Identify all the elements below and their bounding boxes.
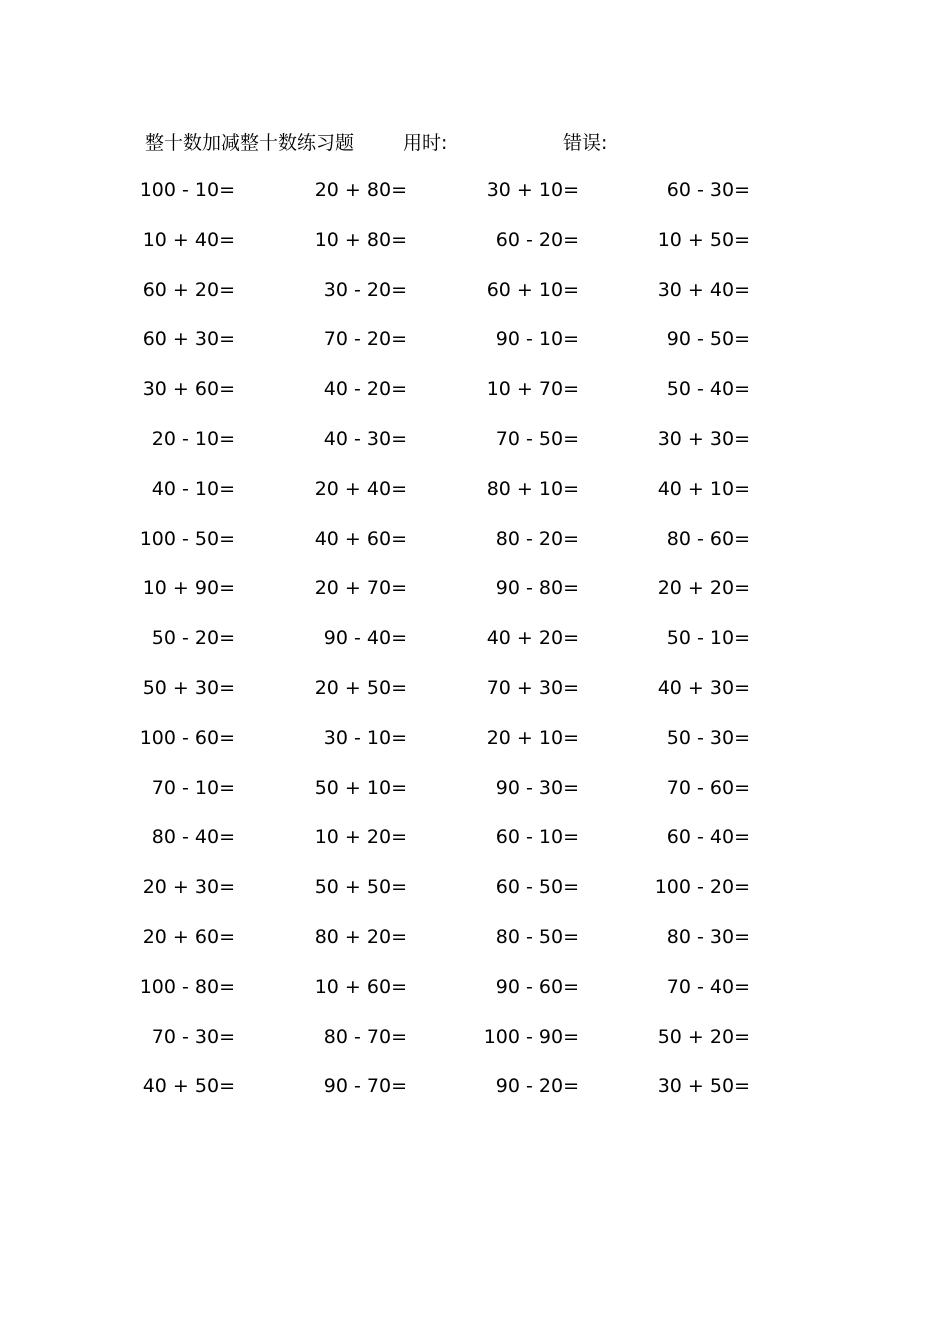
problem-row bbox=[0, 724, 950, 774]
problem-item: 30 + 30= bbox=[657, 427, 750, 450]
problem-row bbox=[0, 973, 950, 1023]
problem-row bbox=[0, 624, 950, 674]
problem-item: 90 - 40= bbox=[323, 627, 407, 650]
problem-item: 100 - 10= bbox=[139, 179, 235, 201]
problem-item: 20 + 60= bbox=[142, 925, 235, 948]
problem-item: 100 - 80= bbox=[139, 975, 235, 998]
problem-item: 10 + 50= bbox=[657, 228, 750, 251]
problem-item: 30 + 60= bbox=[142, 378, 235, 401]
problem-item: 40 - 30= bbox=[323, 427, 407, 450]
problem-row bbox=[0, 276, 950, 326]
problem-item: 30 - 20= bbox=[323, 278, 407, 301]
problem-item: 10 + 90= bbox=[142, 577, 235, 600]
problem-item: 40 + 30= bbox=[657, 676, 750, 699]
problem-item: 50 - 30= bbox=[666, 726, 750, 749]
problem-item: 60 + 30= bbox=[142, 328, 235, 351]
problem-item: 90 - 20= bbox=[495, 1075, 579, 1098]
problem-item: 80 - 50= bbox=[495, 925, 579, 948]
problem-row bbox=[0, 475, 950, 525]
problem-item: 50 - 10= bbox=[666, 627, 750, 650]
problem-item: 70 - 50= bbox=[495, 427, 579, 450]
problem-item: 50 - 40= bbox=[666, 378, 750, 401]
problem-item: 30 + 10= bbox=[486, 179, 579, 201]
problem-item: 80 - 40= bbox=[151, 826, 235, 849]
problem-item: 40 + 50= bbox=[142, 1075, 235, 1098]
problem-item: 70 - 60= bbox=[666, 776, 750, 799]
problem-item: 100 - 90= bbox=[483, 1025, 579, 1048]
problem-item: 80 - 70= bbox=[323, 1025, 407, 1048]
problem-item: 10 + 80= bbox=[314, 228, 407, 251]
problem-item: 70 - 10= bbox=[151, 776, 235, 799]
problem-item: 50 - 20= bbox=[151, 627, 235, 650]
worksheet-title: 整十数加减整十数练习题 bbox=[145, 132, 355, 154]
problem-item: 20 - 10= bbox=[151, 427, 235, 450]
problem-item: 20 + 70= bbox=[314, 577, 407, 600]
problem-item: 70 - 40= bbox=[666, 975, 750, 998]
problem-row bbox=[0, 1023, 950, 1073]
problem-item: 10 + 20= bbox=[314, 826, 407, 849]
problem-item: 80 + 10= bbox=[486, 477, 579, 500]
problem-item: 60 - 40= bbox=[666, 826, 750, 849]
problem-item: 50 + 30= bbox=[142, 676, 235, 699]
problem-item: 90 - 60= bbox=[495, 975, 579, 998]
problem-item: 40 + 60= bbox=[314, 527, 407, 550]
problem-item: 60 - 50= bbox=[495, 876, 579, 899]
problem-item: 90 - 70= bbox=[323, 1075, 407, 1098]
problem-row bbox=[0, 226, 950, 276]
problem-item: 50 + 20= bbox=[657, 1025, 750, 1048]
problem-row bbox=[0, 1072, 950, 1122]
problem-item: 20 + 40= bbox=[314, 477, 407, 500]
problem-item: 70 - 30= bbox=[151, 1025, 235, 1048]
problem-item: 70 + 30= bbox=[486, 676, 579, 699]
problem-item: 100 - 60= bbox=[139, 726, 235, 749]
problem-item: 80 - 20= bbox=[495, 527, 579, 550]
problem-row bbox=[0, 325, 950, 375]
problem-grid bbox=[0, 176, 950, 1122]
problem-item: 40 - 10= bbox=[151, 477, 235, 500]
problem-item: 20 + 50= bbox=[314, 676, 407, 699]
problem-item: 20 + 80= bbox=[314, 179, 407, 201]
problem-item: 90 - 80= bbox=[495, 577, 579, 600]
problem-row bbox=[0, 674, 950, 724]
problem-item: 20 + 10= bbox=[486, 726, 579, 749]
problem-item: 80 - 60= bbox=[666, 527, 750, 550]
problem-item: 100 - 20= bbox=[654, 876, 750, 899]
problem-item: 40 - 20= bbox=[323, 378, 407, 401]
problem-row bbox=[0, 176, 950, 226]
problem-item: 30 + 50= bbox=[657, 1075, 750, 1098]
problem-item: 40 + 10= bbox=[657, 477, 750, 500]
problem-row bbox=[0, 375, 950, 425]
problem-row bbox=[0, 525, 950, 575]
problem-item: 30 + 40= bbox=[657, 278, 750, 301]
problem-item: 20 + 30= bbox=[142, 876, 235, 899]
time-used-label: 用时: bbox=[403, 132, 448, 154]
problem-item: 10 + 60= bbox=[314, 975, 407, 998]
problem-item: 80 - 30= bbox=[666, 925, 750, 948]
problem-row bbox=[0, 774, 950, 824]
error-count-label: 错误: bbox=[563, 132, 608, 154]
problem-row bbox=[0, 823, 950, 873]
problem-item: 20 + 20= bbox=[657, 577, 750, 600]
problem-item: 90 - 10= bbox=[495, 328, 579, 351]
problem-item: 60 - 30= bbox=[666, 179, 750, 201]
problem-item: 30 - 10= bbox=[323, 726, 407, 749]
problem-item: 60 - 20= bbox=[495, 228, 579, 251]
problem-item: 40 + 20= bbox=[486, 627, 579, 650]
problem-item: 10 + 40= bbox=[142, 228, 235, 251]
problem-item: 60 - 10= bbox=[495, 826, 579, 849]
problem-row bbox=[0, 873, 950, 923]
problem-item: 90 - 30= bbox=[495, 776, 579, 799]
problem-item: 60 + 20= bbox=[142, 278, 235, 301]
problem-item: 50 + 10= bbox=[314, 776, 407, 799]
problem-item: 100 - 50= bbox=[139, 527, 235, 550]
problem-item: 60 + 10= bbox=[486, 278, 579, 301]
problem-item: 70 - 20= bbox=[323, 328, 407, 351]
problem-item: 50 + 50= bbox=[314, 876, 407, 899]
problem-row bbox=[0, 574, 950, 624]
problem-item: 80 + 20= bbox=[314, 925, 407, 948]
problem-item: 90 - 50= bbox=[666, 328, 750, 351]
problem-item: 10 + 70= bbox=[486, 378, 579, 401]
problem-row bbox=[0, 923, 950, 973]
worksheet-header bbox=[0, 128, 950, 156]
problem-row bbox=[0, 425, 950, 475]
